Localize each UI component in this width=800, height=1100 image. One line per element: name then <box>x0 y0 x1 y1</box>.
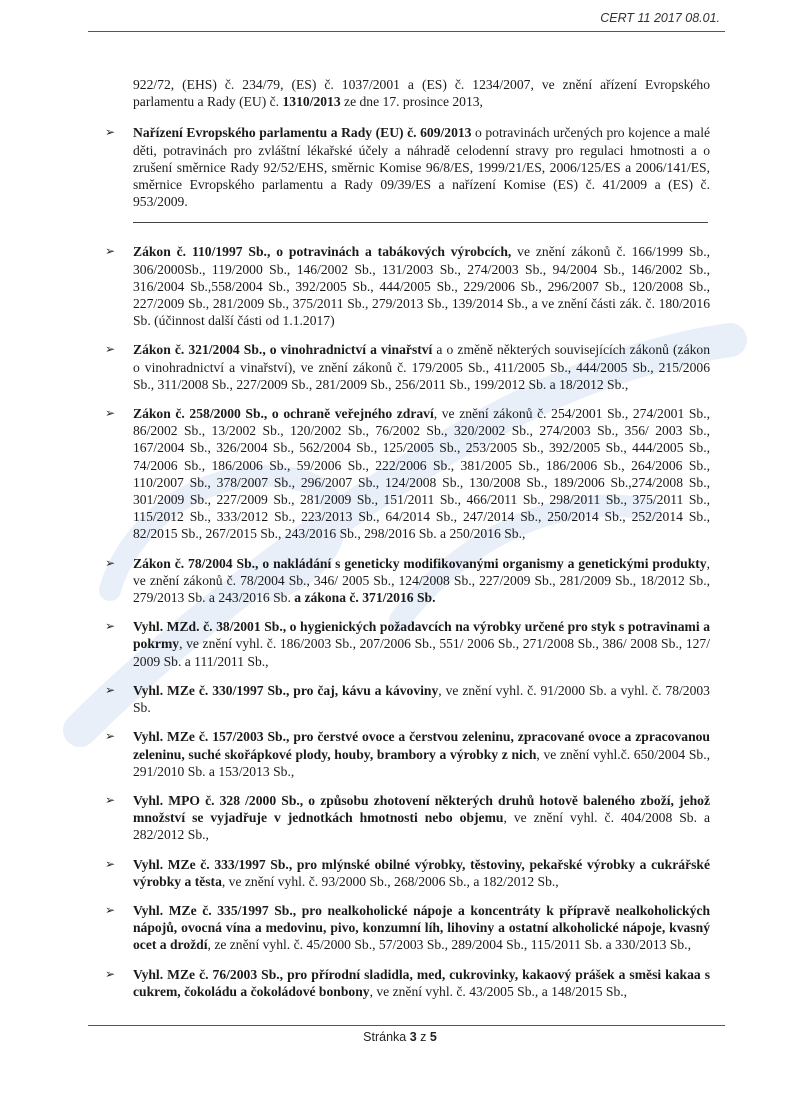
legislation-title: Vyhl. MZe č. 76/2003 Sb., pro přírodní sladidla, med, cukrovinky, kakaový prášek a směsi kakaa s cukrem, čokoládu a čokoládové bonbony <box>133 966 710 999</box>
legislation-amendments: , ve znění vyhl. č. 404/2008 Sb. a 282/2012 Sb., <box>133 810 710 843</box>
page-number: 3 <box>409 1030 417 1044</box>
legislation-title: Nařízení Evropského parlamentu a Rady (EU) č. 609/2013 <box>133 125 472 141</box>
section-divider <box>133 222 708 223</box>
legislation-extra: a zákona č. 371/2016 Sb. <box>294 590 436 606</box>
legislation-amendments: , ve znění vyhl. č. 91/2000 Sb. a vyhl. č. 78/2003 Sb. <box>133 682 710 716</box>
arrow-bullet-icon: ➢ <box>105 966 116 981</box>
legislation-item <box>105 856 710 890</box>
page-total: 5 <box>429 1030 437 1044</box>
legislation-amendments: , ve znění vyhl. č. 186/2003 Sb., 207/2006 Sb., 551/ 2006 Sb., 271/2008 Sb., 386/ 2008 Sb., 127/ 2009 Sb. a 111/2011 Sb., <box>133 636 710 669</box>
document-code: CERT 11 2017 08.01. <box>600 11 720 25</box>
legislation-title: Vyhl. MZe č. 157/2003 Sb., pro čerstvé ovoce a čerstvou zeleninu, zpracované ovoce a zpracovanou zeleninu, suché skořápkové plody, houby, brambory a výrobky z nich <box>133 729 710 762</box>
legislation-amendments: , ve znění zákonů č. 254/2001 Sb., 274/2001 Sb., 86/2002 Sb., 13/2002 Sb., 120/2002 Sb., 76/2002 Sb., 320/2002 Sb., 274/2003 Sb., 356/ 2003 Sb., 167/2004 Sb., 326/2004 Sb., 562/2004 Sb., 125/2005 Sb., 253/2005 Sb., 392/2005 Sb., 444/2005 Sb., 74/2006 Sb., 186/2006 Sb., 59/2006 Sb., 222/2006 Sb., 381/2005 Sb., 186/2006 Sb., 264/2006 Sb., 110/2007 Sb., 378/2007 Sb., 296/2007 Sb., 124/2008 Sb., 130/2008 Sb., 189/2006 Sb.,274/2008 Sb., 301/2009 Sb., 227/2009 Sb., 281/2009 Sb., 151/2011 Sb., 466/2011 Sb., 298/2011 Sb., 375/2011 Sb., 115/2012 Sb., 333/2012 Sb., 223/2013 Sb., 64/2014 Sb., 247/2014 Sb., 250/2014 Sb., 252/2014 Sb., 82/2015 Sb., 267/2015 Sb., 243/2016 Sb., 298/2016 Sb. a 250/2016 Sb., <box>133 406 710 542</box>
legislation-title: Vyhl. MPO č. 328 /2000 Sb., o způsobu zhotovení některých druhů hotově baleného zboží, jehož množství se vyjadřuje v jednotkách hmotnosti nebo objemu <box>133 792 710 826</box>
document-body <box>105 76 710 1012</box>
arrow-bullet-icon: ➢ <box>105 125 116 140</box>
legislation-item <box>105 124 710 210</box>
legislation-title: Vyhl. MZe č. 333/1997 Sb., pro mlýnské obilné výrobky, těstoviny, pekařské výrobky a cukrářské výrobky a těsta <box>133 856 710 889</box>
national-laws-list <box>105 243 710 1000</box>
legislation-item <box>105 966 710 1000</box>
legislation-amendments: , ze znění vyhl. č. 45/2000 Sb., 57/2003 Sb., 289/2004 Sb., 115/2011 Sb. a 330/2013 Sb., <box>207 937 691 953</box>
legislation-amendments: ve znění zákonů č. 166/1999 Sb., 306/2000Sb., 119/2000 Sb., 146/2002 Sb., 131/2003 Sb., 274/2003 Sb., 94/2004 Sb., 146/2002 Sb., 316/2004 Sb.,558/2004 Sb., 392/2005 Sb., 444/2005 Sb., 229/2006 Sb., 296/2007 Sb., 120/2008 Sb., 227/2009 Sb., 281/2009 Sb., 375/2011 Sb., 279/2013 Sb., 139/2014 Sb., a ve znění části zák. č. 180/2016 Sb. (účinnost další části od 1.1.2017) <box>133 244 710 329</box>
legislation-amendments: o potravinách určených pro kojence a malé děti, potravinách pro zvláštní lékařské účely a náhradě celodenní stravy pro regulaci hmotnosti a o zrušení směrnice Rady 92/52/EHS, směrnic Komise 96/8/ES, 1999/21/ES, 2006/125/ES a 2006/141/ES, směrnice Evropského parlamentu a Rady 09/39/ES a nařízení Komise (ES) č. 41/2009 a (ES) č. 953/2009. <box>133 125 711 210</box>
legislation-amendments: , ve znění vyhl.č. 650/2004 Sb., 291/2010 Sb. a 153/2013 Sb., <box>133 746 710 779</box>
arrow-bullet-icon: ➢ <box>105 406 116 421</box>
legislation-amendments: a o změně některých souvisejících zákonů (zákon o vinohradnictví a vinařství), ve znění zákonů č. 179/2005 Sb., 411/2005 Sb., 444/2005 Sb., 215/2006 Sb., 311/2008 Sb., 227/2009 Sb., 281/2009 Sb., 256/2011 Sb., 199/2012 Sb. a 18/2012 Sb., <box>133 342 710 392</box>
legislation-item <box>105 243 710 329</box>
continuation-paragraph: 922/72, (EHS) č. 234/79, (ES) č. 1037/2001 a (ES) č. 1234/2007, ve znění ařízení Evropského parlamentu a Rady (EU) č. 1310/2013 ze dne 17. prosince 2013, <box>133 77 710 110</box>
legislation-title: Zákon č. 321/2004 Sb., o vinohradnictví a vinařství <box>133 342 433 358</box>
legislation-amendments: , ve znění vyhl. č. 43/2005 Sb., a 148/2015 Sb., <box>369 983 628 999</box>
legislation-item <box>105 792 710 844</box>
footer-divider <box>88 1025 725 1026</box>
legislation-item <box>105 902 710 954</box>
legislation-item <box>105 618 710 670</box>
arrow-bullet-icon: ➢ <box>105 682 116 697</box>
arrow-bullet-icon: ➢ <box>105 902 116 917</box>
eu-regulations-list <box>105 124 710 210</box>
legislation-item <box>105 341 710 393</box>
arrow-bullet-icon: ➢ <box>105 619 116 634</box>
legislation-title: Zákon č. 110/1997 Sb., o potravinách a tabákových výrobcích, <box>133 244 512 260</box>
legislation-item <box>105 555 710 607</box>
legislation-item <box>105 405 710 543</box>
legislation-title: Zákon č. 78/2004 Sb., o nakládání s geneticky modifikovanými organismy a genetickými produkty <box>133 555 707 571</box>
legislation-title: Vyhl. MZe č. 330/1997 Sb., pro čaj, kávu a kávoviny <box>133 682 439 698</box>
legislation-title: Vyhl. MZd. č. 38/2001 Sb., o hygienických požadavcích na výrobky určené pro styk s potravinami a pokrmy <box>133 619 710 652</box>
legislation-title: Zákon č. 258/2000 Sb., o ochraně veřejného zdraví <box>133 406 434 422</box>
header-divider <box>88 31 725 32</box>
arrow-bullet-icon: ➢ <box>105 244 116 259</box>
arrow-bullet-icon: ➢ <box>105 729 116 744</box>
legislation-item <box>105 728 710 780</box>
page-footer: Stránka 3 z 5 <box>363 1030 437 1044</box>
arrow-bullet-icon: ➢ <box>105 856 116 871</box>
legislation-amendments: , ve znění vyhl. č. 93/2000 Sb., 268/2006 Sb., a 182/2012 Sb., <box>221 873 559 889</box>
arrow-bullet-icon: ➢ <box>105 792 116 807</box>
legislation-amendments: , ve znění zákonů č. 78/2004 Sb., 346/ 2005 Sb., 124/2008 Sb., 227/2009 Sb., 281/2009 Sb., 18/2012 Sb., 279/2013 Sb. a 243/2016 Sb. <box>133 555 710 606</box>
legislation-item <box>105 682 710 716</box>
arrow-bullet-icon: ➢ <box>105 342 116 357</box>
legislation-title: Vyhl. MZe č. 335/1997 Sb., pro nealkoholické nápoje a koncentráty k přípravě nealkoholických nápojů, ovocná vína a medovinu, pivo, konzumní líh, lihoviny a ostatní alkoholické nápoje, kvasný ocet a droždí <box>133 902 710 953</box>
arrow-bullet-icon: ➢ <box>105 555 116 570</box>
